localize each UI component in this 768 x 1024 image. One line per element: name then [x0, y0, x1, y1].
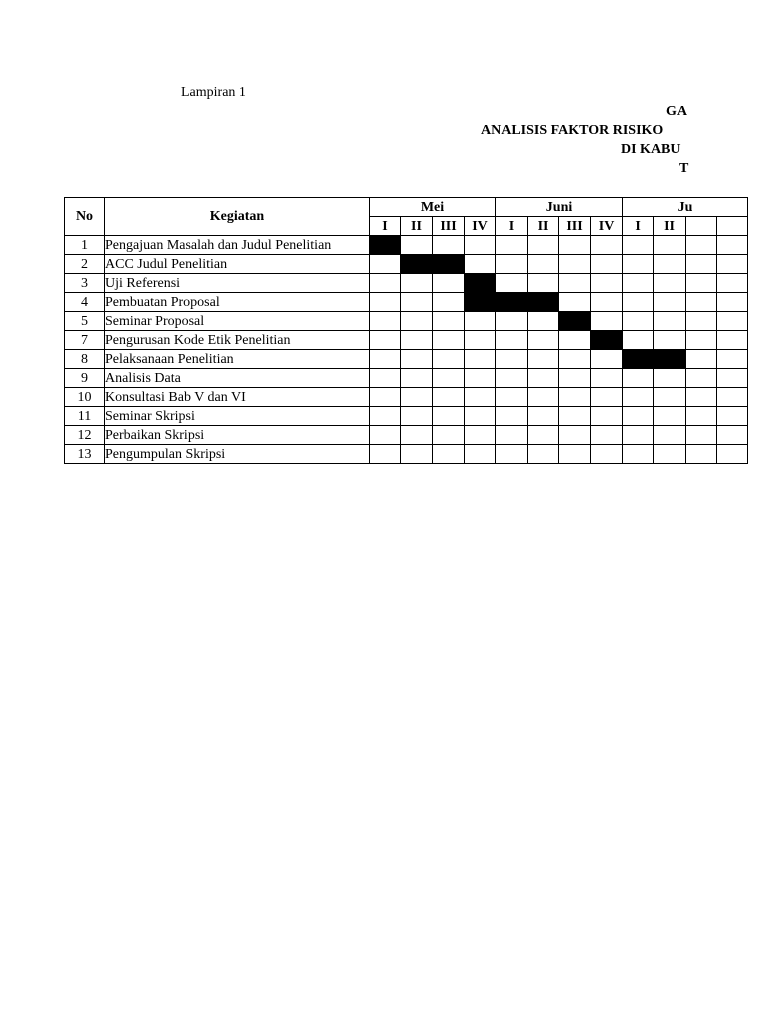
schedule-cell [686, 445, 717, 464]
row-number: 5 [65, 312, 105, 331]
schedule-cell [717, 445, 748, 464]
schedule-table-viewport [64, 197, 693, 467]
schedule-cell [654, 426, 686, 445]
schedule-cell [433, 274, 465, 293]
schedule-cell [559, 445, 591, 464]
schedule-cell [686, 426, 717, 445]
schedule-cell [528, 445, 559, 464]
table-row [65, 274, 748, 293]
week-header-cut [686, 217, 717, 236]
row-number: 7 [65, 331, 105, 350]
schedule-cell [717, 388, 748, 407]
title-line-3: DI KABU [621, 142, 681, 157]
schedule-cell [686, 293, 717, 312]
activity-name: Konsultasi Bab V dan VI [105, 388, 370, 407]
schedule-cell [559, 350, 591, 369]
week-header-1: II [401, 217, 433, 236]
row-number: 9 [65, 369, 105, 388]
schedule-cell [370, 312, 401, 331]
schedule-cell [370, 369, 401, 388]
schedule-cell [623, 293, 654, 312]
schedule-cell [528, 407, 559, 426]
schedule-cell [433, 369, 465, 388]
schedule-cell [496, 388, 528, 407]
activity-name: Perbaikan Skripsi [105, 426, 370, 445]
activity-name: Pengajuan Masalah dan Judul Penelitian [105, 236, 370, 255]
schedule-cell [559, 407, 591, 426]
schedule-cell [496, 426, 528, 445]
schedule-cell [654, 255, 686, 274]
schedule-cell [370, 445, 401, 464]
schedule-cell [591, 255, 623, 274]
schedule-cell [528, 331, 559, 350]
schedule-cell [717, 331, 748, 350]
schedule-cell [654, 312, 686, 331]
schedule-cell [496, 331, 528, 350]
activity-name: Pengumpulan Skripsi [105, 445, 370, 464]
schedule-cell [623, 407, 654, 426]
schedule-cell [623, 369, 654, 388]
schedule-cell [717, 350, 748, 369]
schedule-cell [370, 407, 401, 426]
schedule-cell [465, 426, 496, 445]
schedule-cell [559, 274, 591, 293]
schedule-cell [496, 445, 528, 464]
schedule-cell [465, 236, 496, 255]
schedule-cell [528, 274, 559, 293]
schedule-cell [433, 350, 465, 369]
schedule-cell [654, 236, 686, 255]
schedule-cell [433, 445, 465, 464]
schedule-cell [528, 388, 559, 407]
month-header-mei: Mei [370, 198, 496, 217]
schedule-cell [528, 255, 559, 274]
schedule-cell [654, 369, 686, 388]
schedule-cell [401, 369, 433, 388]
schedule-cell [465, 255, 496, 274]
schedule-cell [686, 369, 717, 388]
schedule-cell [623, 426, 654, 445]
activity-name: Seminar Skripsi [105, 407, 370, 426]
schedule-cell [686, 255, 717, 274]
schedule-bar-cell [401, 255, 433, 274]
week-header-0: I [370, 217, 401, 236]
schedule-cell [496, 350, 528, 369]
schedule-cell [528, 236, 559, 255]
schedule-cell [401, 312, 433, 331]
schedule-cell [686, 236, 717, 255]
schedule-cell [433, 426, 465, 445]
schedule-cell [465, 331, 496, 350]
schedule-bar-cell [433, 255, 465, 274]
schedule-cell [591, 236, 623, 255]
week-header-6: III [559, 217, 591, 236]
month-header-3: Ju [623, 198, 748, 217]
schedule-cell [559, 293, 591, 312]
schedule-cell [623, 445, 654, 464]
week-header-3: IV [465, 217, 496, 236]
schedule-cell [686, 274, 717, 293]
row-number: 8 [65, 350, 105, 369]
schedule-cell [591, 426, 623, 445]
schedule-cell [591, 445, 623, 464]
schedule-cell [623, 312, 654, 331]
schedule-cell [370, 293, 401, 312]
week-header-cut [717, 217, 748, 236]
schedule-cell [496, 255, 528, 274]
schedule-cell [401, 331, 433, 350]
row-number: 10 [65, 388, 105, 407]
schedule-cell [370, 388, 401, 407]
schedule-cell [465, 388, 496, 407]
schedule-bar-cell [370, 236, 401, 255]
table-row [65, 236, 748, 255]
schedule-cell [591, 293, 623, 312]
week-header-4: I [496, 217, 528, 236]
table-row [65, 293, 748, 312]
schedule-cell [528, 369, 559, 388]
schedule-cell [559, 369, 591, 388]
schedule-cell [401, 236, 433, 255]
table-row [65, 426, 748, 445]
schedule-cell [465, 369, 496, 388]
schedule-cell [717, 274, 748, 293]
schedule-cell [591, 407, 623, 426]
activity-name: Pembuatan Proposal [105, 293, 370, 312]
schedule-cell [528, 312, 559, 331]
activity-name: Pengurusan Kode Etik Penelitian [105, 331, 370, 350]
schedule-cell [654, 445, 686, 464]
schedule-cell [623, 331, 654, 350]
schedule-cell [496, 369, 528, 388]
schedule-cell [591, 369, 623, 388]
table-row [65, 388, 748, 407]
schedule-cell [591, 312, 623, 331]
schedule-cell [654, 331, 686, 350]
schedule-cell [717, 407, 748, 426]
schedule-cell [686, 331, 717, 350]
month-header-row [65, 198, 748, 217]
activity-name: Analisis Data [105, 369, 370, 388]
row-number: 2 [65, 255, 105, 274]
schedule-cell [686, 312, 717, 331]
schedule-cell [686, 350, 717, 369]
row-number: 3 [65, 274, 105, 293]
schedule-cell [433, 236, 465, 255]
schedule-cell [654, 388, 686, 407]
schedule-cell [591, 274, 623, 293]
row-number: 1 [65, 236, 105, 255]
schedule-cell [528, 350, 559, 369]
schedule-cell [401, 274, 433, 293]
schedule-bar-cell [465, 274, 496, 293]
title-line-1: GA [666, 104, 687, 119]
schedule-bar-cell [465, 293, 496, 312]
schedule-bar-cell [496, 293, 528, 312]
schedule-cell [496, 312, 528, 331]
table-row [65, 369, 748, 388]
schedule-cell [686, 388, 717, 407]
schedule-cell [717, 312, 748, 331]
week-header-7: IV [591, 217, 623, 236]
schedule-cell [623, 388, 654, 407]
table-row [65, 255, 748, 274]
schedule-cell [433, 293, 465, 312]
schedule-cell [559, 255, 591, 274]
schedule-cell [370, 255, 401, 274]
schedule-cell [717, 236, 748, 255]
schedule-cell [401, 407, 433, 426]
schedule-cell [654, 407, 686, 426]
schedule-cell [559, 426, 591, 445]
table-row [65, 331, 748, 350]
schedule-cell [401, 388, 433, 407]
schedule-cell [654, 293, 686, 312]
week-header-5: II [528, 217, 559, 236]
schedule-cell [496, 407, 528, 426]
schedule-cell [559, 331, 591, 350]
title-line-2: ANALISIS FAKTOR RISIKO [481, 123, 664, 138]
row-number: 11 [65, 407, 105, 426]
activity-name: Seminar Proposal [105, 312, 370, 331]
row-number: 13 [65, 445, 105, 464]
schedule-cell [717, 426, 748, 445]
schedule-cell [465, 312, 496, 331]
week-header-8: I [623, 217, 654, 236]
schedule-cell [401, 350, 433, 369]
schedule-bar-cell [654, 350, 686, 369]
schedule-cell [465, 350, 496, 369]
table-row [65, 445, 748, 464]
schedule-cell [496, 274, 528, 293]
col-header-no: No [65, 198, 105, 236]
schedule-table [64, 197, 748, 464]
schedule-cell [559, 388, 591, 407]
schedule-cell [370, 426, 401, 445]
table-row [65, 350, 748, 369]
title-line-4: T [679, 161, 689, 176]
schedule-cell [623, 255, 654, 274]
schedule-cell [717, 369, 748, 388]
schedule-cell [591, 388, 623, 407]
col-header-kegiatan: Kegiatan [105, 198, 370, 236]
schedule-bar-cell [528, 293, 559, 312]
schedule-cell [623, 274, 654, 293]
week-header-9: II [654, 217, 686, 236]
week-header-2: III [433, 217, 465, 236]
schedule-body [65, 236, 748, 464]
schedule-cell [465, 445, 496, 464]
schedule-cell [433, 331, 465, 350]
schedule-cell [654, 274, 686, 293]
schedule-cell [465, 407, 496, 426]
schedule-bar-cell [623, 350, 654, 369]
schedule-cell [401, 426, 433, 445]
schedule-cell [623, 236, 654, 255]
schedule-cell [370, 331, 401, 350]
schedule-cell [370, 274, 401, 293]
activity-name: Uji Referensi [105, 274, 370, 293]
schedule-cell [433, 388, 465, 407]
schedule-bar-cell [591, 331, 623, 350]
schedule-cell [401, 445, 433, 464]
row-number: 4 [65, 293, 105, 312]
row-number: 12 [65, 426, 105, 445]
schedule-bar-cell [559, 312, 591, 331]
schedule-cell [401, 293, 433, 312]
table-row [65, 407, 748, 426]
schedule-cell [717, 255, 748, 274]
schedule-cell [717, 293, 748, 312]
attachment-label: Lampiran 1 [181, 85, 246, 100]
schedule-cell [686, 407, 717, 426]
month-header-juni: Juni [496, 198, 623, 217]
activity-name: ACC Judul Penelitian [105, 255, 370, 274]
schedule-cell [591, 350, 623, 369]
schedule-cell [433, 407, 465, 426]
schedule-cell [559, 236, 591, 255]
schedule-cell [496, 236, 528, 255]
schedule-cell [528, 426, 559, 445]
activity-name: Pelaksanaan Penelitian [105, 350, 370, 369]
table-row [65, 312, 748, 331]
schedule-cell [433, 312, 465, 331]
schedule-cell [370, 350, 401, 369]
